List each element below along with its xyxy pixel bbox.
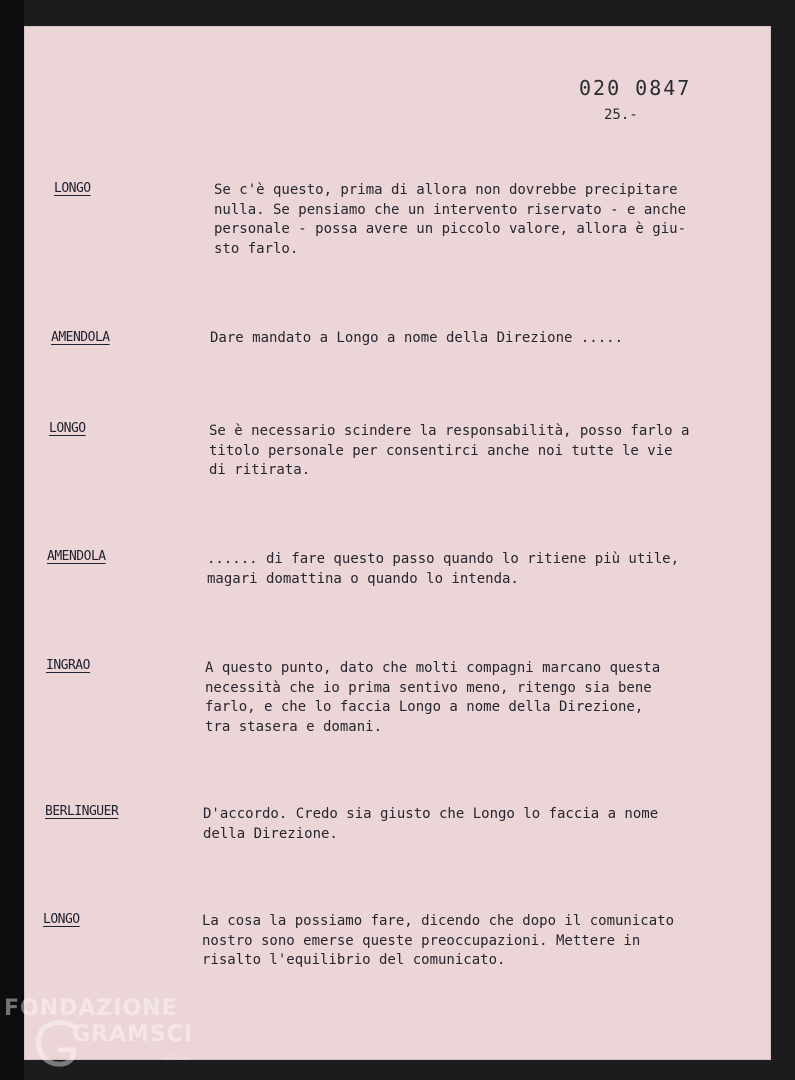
watermark-text-line2: GRAMSCI xyxy=(72,1022,194,1047)
speaker-name: INGRAO xyxy=(46,658,90,673)
watermark-text-line3: onlus xyxy=(163,1053,188,1063)
speech-text: Se c'è questo, prima di allora non dovrebbe precipitare nulla. Se pensiamo che un intervento riservato - e anche personale - possa avere un piccolo valore, allora è giu- sto farlo. xyxy=(214,182,687,257)
speech-text: Se è necessario scindere la responsabilità, posso farlo a titolo personale per consentirci anche noi tutte le vie di ritirata. xyxy=(209,423,690,478)
speech-text: Dare mandato a Longo a nome della Direzione ..... xyxy=(210,330,624,346)
page-number: 25.- xyxy=(604,107,638,123)
speech-text: A questo punto, dato che molti compagni marcano questa necessità che io prima sentivo meno, ritengo sia bene farlo, e che lo faccia Longo a nome della Direzione, tra stasera e domani. xyxy=(205,660,661,735)
scan-border xyxy=(0,0,24,1080)
speaker-name: LONGO xyxy=(43,912,80,927)
speaker-name: AMENDOLA xyxy=(51,330,110,345)
watermark-text-line1: FONDAZIONE xyxy=(4,996,178,1021)
speaker-name: LONGO xyxy=(54,181,91,196)
archive-number: 020 0847 xyxy=(579,76,692,100)
speaker-name: LONGO xyxy=(49,421,86,436)
speech-text: ...... di fare questo passo quando lo ritiene più utile, magari domattina o quando lo intenda. xyxy=(207,551,680,587)
speech-text: La cosa la possiamo fare, dicendo che dopo il comunicato nostro sono emerse queste preoccupazioni. Mettere in risalto l'equilibrio del comunicato. xyxy=(202,913,675,968)
speaker-name: BERLINGUER xyxy=(45,804,119,819)
speaker-name: AMENDOLA xyxy=(47,549,106,564)
speech-text: D'accordo. Credo sia giusto che Longo lo faccia a nome della Direzione. xyxy=(203,806,659,842)
